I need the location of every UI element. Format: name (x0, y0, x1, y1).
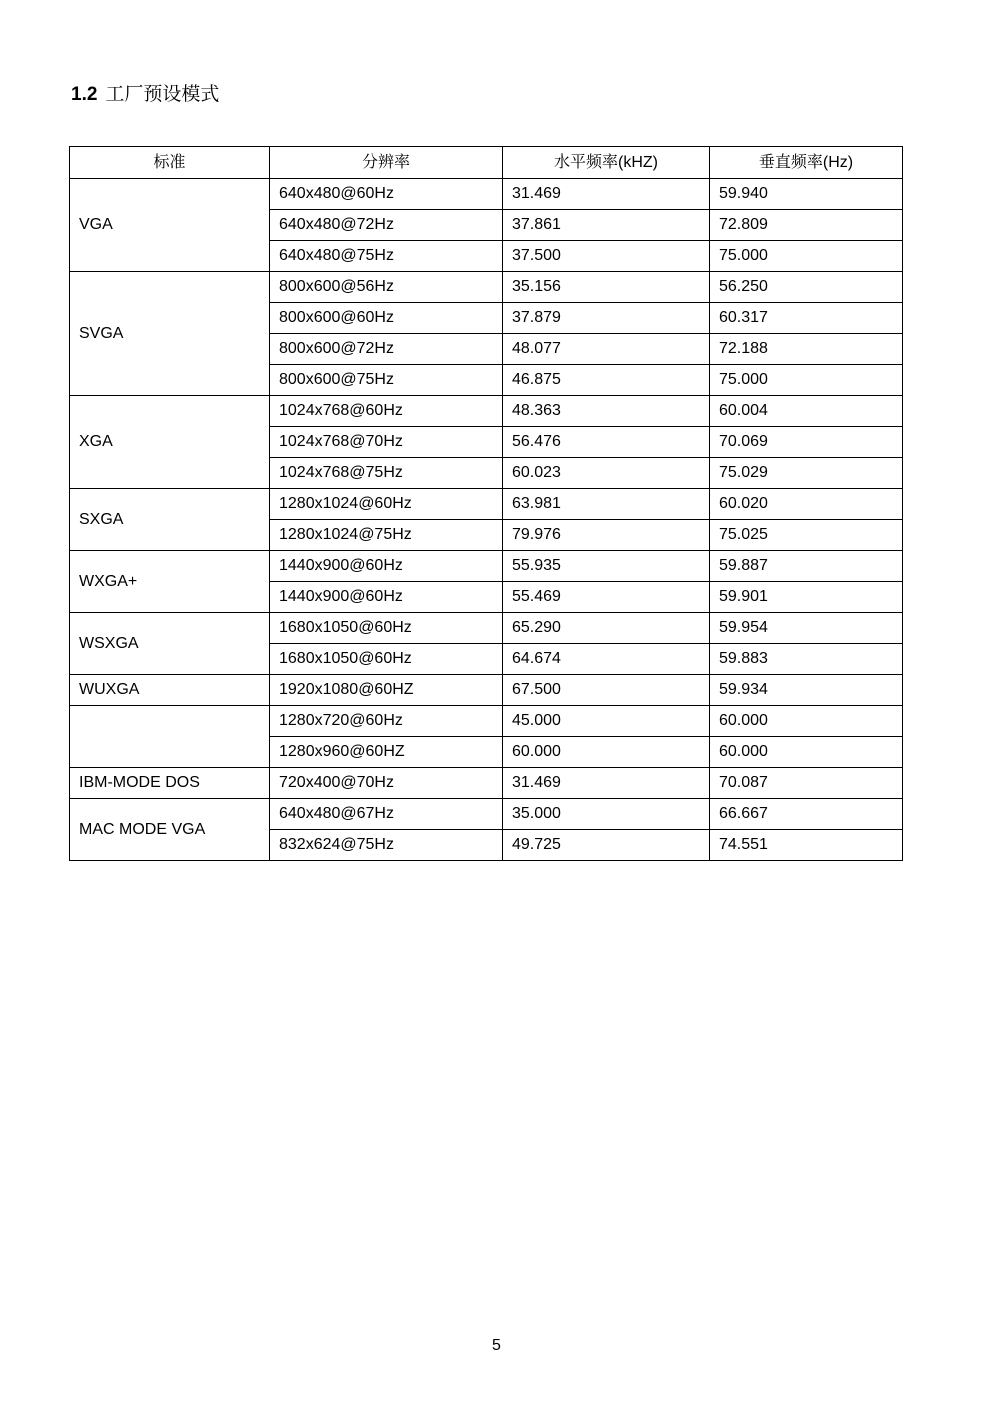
cell-resolution: 1280x1024@60Hz (270, 489, 503, 520)
table-row (70, 489, 903, 520)
cell-vertical-frequency: 72.809 (710, 210, 903, 241)
cell-vertical-frequency: 60.000 (710, 706, 903, 737)
section-number: 1.2 (71, 84, 98, 105)
cell-resolution: 1680x1050@60Hz (270, 644, 503, 675)
table-row (70, 675, 903, 706)
cell-vertical-frequency: 75.025 (710, 520, 903, 551)
table-row (70, 396, 903, 427)
cell-horizontal-frequency: 60.023 (503, 458, 710, 489)
cell-standard: IBM-MODE DOS (70, 768, 270, 799)
cell-resolution: 640x480@67Hz (270, 799, 503, 830)
cell-standard: SVGA (70, 272, 270, 396)
table-header-row (70, 147, 903, 179)
cell-resolution: 800x600@75Hz (270, 365, 503, 396)
cell-standard: SXGA (70, 489, 270, 551)
cell-resolution: 1280x1024@75Hz (270, 520, 503, 551)
table-row (70, 768, 903, 799)
cell-horizontal-frequency: 31.469 (503, 768, 710, 799)
cell-resolution: 800x600@72Hz (270, 334, 503, 365)
cell-vertical-frequency: 56.250 (710, 272, 903, 303)
cell-resolution: 640x480@75Hz (270, 241, 503, 272)
cell-resolution: 1280x720@60Hz (270, 706, 503, 737)
cell-standard: XGA (70, 396, 270, 489)
cell-standard: WXGA+ (70, 551, 270, 613)
cell-horizontal-frequency: 31.469 (503, 179, 710, 210)
cell-horizontal-frequency: 48.077 (503, 334, 710, 365)
cell-resolution: 1440x900@60Hz (270, 551, 503, 582)
cell-standard: VGA (70, 179, 270, 272)
cell-horizontal-frequency: 35.156 (503, 272, 710, 303)
cell-resolution: 640x480@60Hz (270, 179, 503, 210)
cell-vertical-frequency: 60.020 (710, 489, 903, 520)
cell-vertical-frequency: 75.029 (710, 458, 903, 489)
cell-vertical-frequency: 72.188 (710, 334, 903, 365)
table-row (70, 179, 903, 210)
cell-vertical-frequency: 66.667 (710, 799, 903, 830)
cell-resolution: 1024x768@75Hz (270, 458, 503, 489)
header-resolution: 分辨率 (270, 147, 503, 179)
cell-vertical-frequency: 74.551 (710, 830, 903, 861)
cell-horizontal-frequency: 55.469 (503, 582, 710, 613)
cell-vertical-frequency: 60.004 (710, 396, 903, 427)
cell-horizontal-frequency: 37.879 (503, 303, 710, 334)
header-horizontal-frequency: 水平频率(kHZ) (503, 147, 710, 179)
cell-standard (70, 706, 270, 768)
cell-resolution: 720x400@70Hz (270, 768, 503, 799)
cell-horizontal-frequency: 63.981 (503, 489, 710, 520)
header-standard: 标准 (70, 147, 270, 179)
cell-vertical-frequency: 75.000 (710, 365, 903, 396)
cell-resolution: 800x600@56Hz (270, 272, 503, 303)
cell-horizontal-frequency: 49.725 (503, 830, 710, 861)
table-row (70, 613, 903, 644)
cell-horizontal-frequency: 56.476 (503, 427, 710, 458)
cell-resolution: 1024x768@60Hz (270, 396, 503, 427)
cell-horizontal-frequency: 45.000 (503, 706, 710, 737)
cell-horizontal-frequency: 67.500 (503, 675, 710, 706)
section-title: 工厂预设模式 (105, 84, 220, 105)
cell-vertical-frequency: 59.887 (710, 551, 903, 582)
cell-vertical-frequency: 59.954 (710, 613, 903, 644)
section-heading (71, 82, 219, 108)
cell-horizontal-frequency: 48.363 (503, 396, 710, 427)
cell-vertical-frequency: 70.069 (710, 427, 903, 458)
table-row (70, 272, 903, 303)
preset-modes-table (69, 146, 903, 861)
cell-horizontal-frequency: 64.674 (503, 644, 710, 675)
cell-resolution: 640x480@72Hz (270, 210, 503, 241)
cell-horizontal-frequency: 37.500 (503, 241, 710, 272)
table-row (70, 799, 903, 830)
cell-vertical-frequency: 59.901 (710, 582, 903, 613)
cell-resolution: 832x624@75Hz (270, 830, 503, 861)
cell-horizontal-frequency: 60.000 (503, 737, 710, 768)
cell-horizontal-frequency: 46.875 (503, 365, 710, 396)
cell-vertical-frequency: 70.087 (710, 768, 903, 799)
cell-standard: WSXGA (70, 613, 270, 675)
table-row (70, 551, 903, 582)
cell-horizontal-frequency: 37.861 (503, 210, 710, 241)
cell-horizontal-frequency: 55.935 (503, 551, 710, 582)
table-body (70, 179, 903, 861)
cell-standard: WUXGA (70, 675, 270, 706)
cell-vertical-frequency: 59.940 (710, 179, 903, 210)
table-row (70, 706, 903, 737)
cell-standard: MAC MODE VGA (70, 799, 270, 861)
cell-horizontal-frequency: 79.976 (503, 520, 710, 551)
cell-resolution: 1920x1080@60HZ (270, 675, 503, 706)
cell-vertical-frequency: 60.000 (710, 737, 903, 768)
page-number: 5 (492, 1337, 501, 1354)
cell-vertical-frequency: 59.934 (710, 675, 903, 706)
cell-resolution: 1440x900@60Hz (270, 582, 503, 613)
cell-horizontal-frequency: 65.290 (503, 613, 710, 644)
cell-resolution: 1280x960@60HZ (270, 737, 503, 768)
header-vertical-frequency: 垂直频率(Hz) (710, 147, 903, 179)
cell-vertical-frequency: 75.000 (710, 241, 903, 272)
cell-resolution: 1680x1050@60Hz (270, 613, 503, 644)
cell-horizontal-frequency: 35.000 (503, 799, 710, 830)
cell-vertical-frequency: 59.883 (710, 644, 903, 675)
cell-vertical-frequency: 60.317 (710, 303, 903, 334)
cell-resolution: 800x600@60Hz (270, 303, 503, 334)
cell-resolution: 1024x768@70Hz (270, 427, 503, 458)
